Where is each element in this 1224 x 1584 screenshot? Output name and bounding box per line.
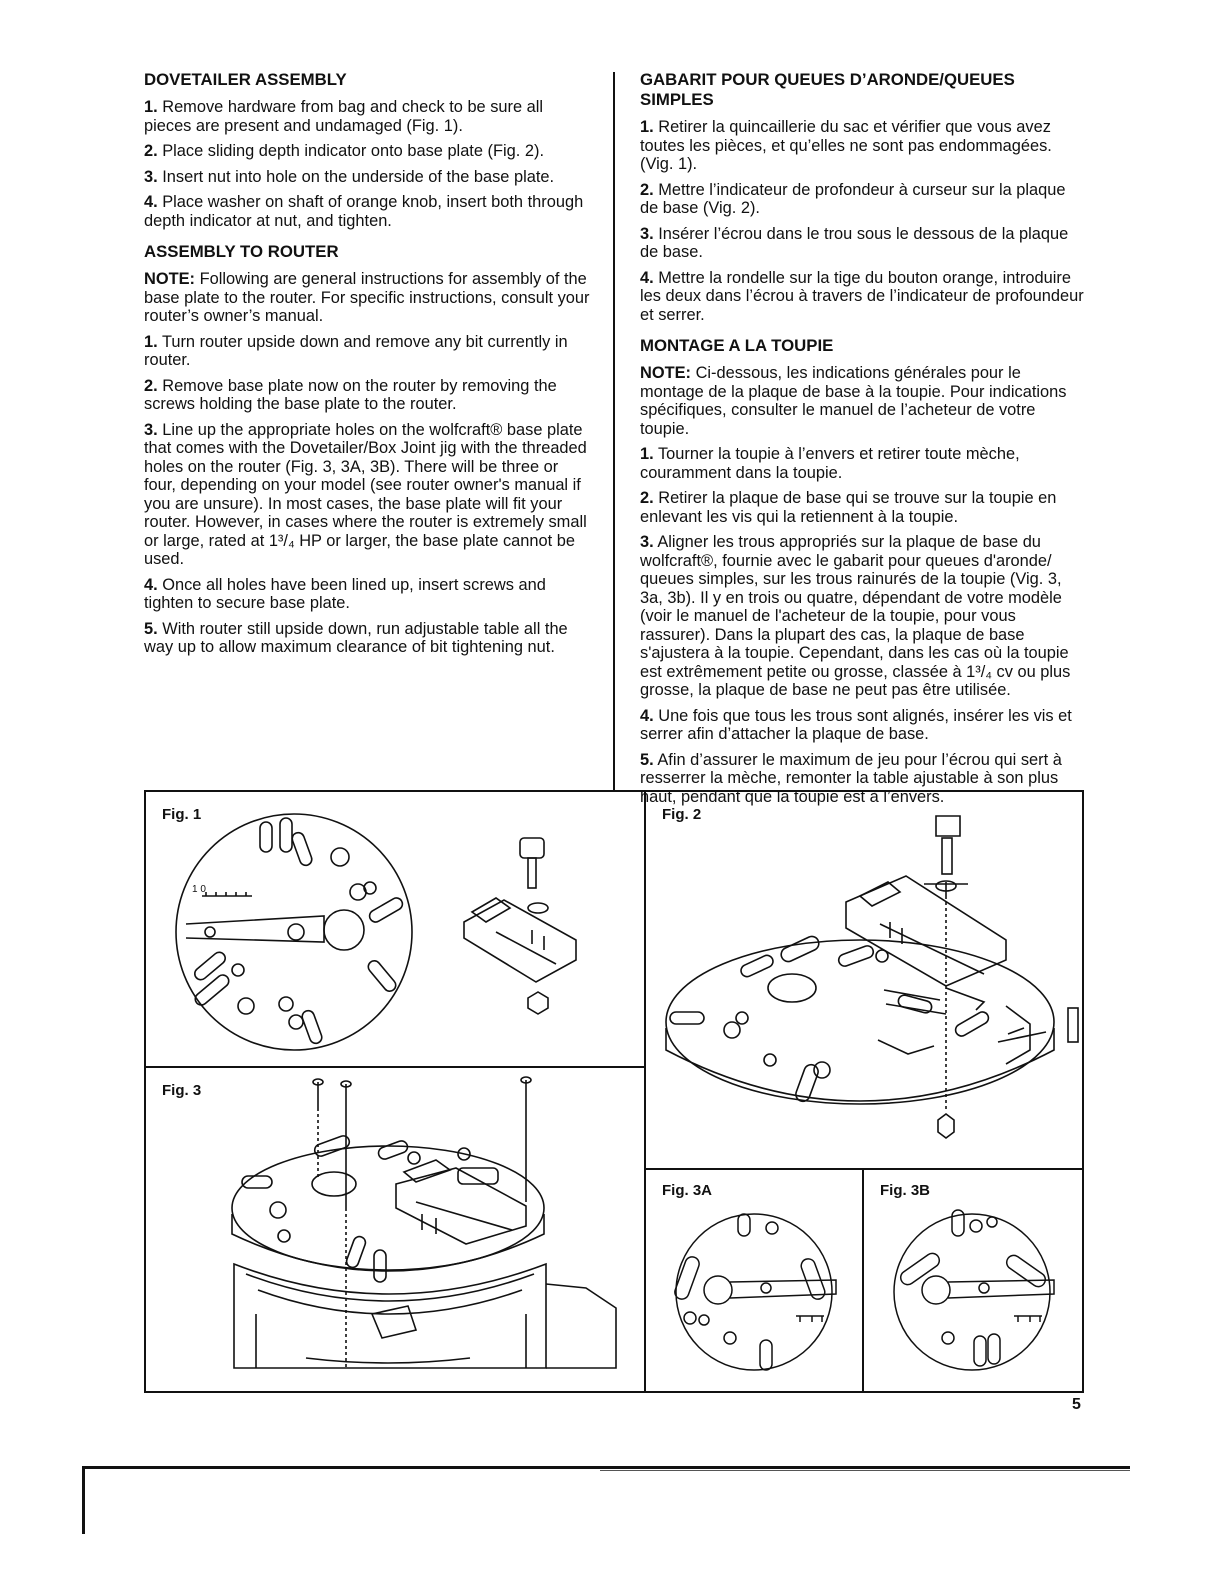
step-paragraph: 1. Turn router upside down and remove any bit currently in router. xyxy=(144,332,568,369)
base-plate-hole-pattern-b-illustration xyxy=(864,1170,1082,1391)
step-paragraph: 4. Mettre la rondelle sur la tige du bouton orange, introduire les deux dans l’écrou à travers de l’indicateur de profoundeur et serrer. xyxy=(640,268,1084,324)
step-paragraph: 2. Retirer la plaque de base qui se trouve sur la toupie en enlevant les vis qui la retiennent à la toupie. xyxy=(640,489,1057,526)
step-paragraph: 3. Aligner les trous appropriés sur la plaque de base du wolfcraft®, fournie avec le gabarit pour queues d'aronde/ queues simples, sur les trous rainurés de la toupie (Vig. 3, 3a, 3b). Il y en trois ou quatre, dépendant de votre modèle (voir le manuel de l'acheteur de la toupie, pour vous rassurer). Dans la plupart des cas, la plaque de base s'ajustera à la toupie. Cependant, dans les cas où la toupie est extrêmement petite ou grosse, classée à 1³/₄ cv ou plus grosse, la plaque de base ne peut pas être utilisée. xyxy=(640,533,1071,699)
footer-corner-rule xyxy=(82,1466,85,1534)
figure-3-label: Fig. 3 xyxy=(162,1082,202,1099)
step-paragraph: 4. Place washer on shaft of orange knob, insert both through depth indicator at nut, and tighten. xyxy=(144,193,584,230)
note-paragraph: NOTE: Following are general instructions for assembly of the base plate to the router. For specific instructions, consult your router’s owner’s manual. xyxy=(144,270,590,325)
figure-1-scale-text: 1 0 xyxy=(192,884,206,895)
section-heading-dovetailer-assembly: DOVETAILER ASSEMBLY xyxy=(144,70,347,89)
english-column xyxy=(144,70,590,664)
figure-1-panel xyxy=(146,792,646,1068)
note-paragraph: NOTE: Ci-dessous, les indications générales pour le montage de la plaque de base à la toupie. Pour indications spécifiques, consulter le manuel de l’acheteur de votre toupie. xyxy=(640,364,1067,438)
figure-2-label: Fig. 2 xyxy=(662,806,702,823)
figure-3-panel xyxy=(146,1068,646,1391)
step-paragraph: 1. Remove hardware from bag and check to be sure all pieces are present and undamaged (Fig. 1). xyxy=(144,98,544,135)
step-paragraph: 4. Une fois que tous les trous sont alignés, insérer les vis et serrer afin d’attacher la plaque de base. xyxy=(640,706,1072,743)
column-divider xyxy=(613,72,615,792)
figure-2-panel xyxy=(646,792,1082,1168)
page-number: 5 xyxy=(1072,1396,1081,1413)
step-paragraph: 2. Remove base plate now on the router by removing the screws holding the base plate to the router. xyxy=(144,376,557,413)
section-heading-gabarit: GABARIT POUR QUEUES D’ARONDE/QUEUES SIMPLES xyxy=(640,70,1015,109)
step-paragraph: 1. Tourner la toupie à l’envers et retirer toute mèche, couramment dans la toupie. xyxy=(640,445,1020,482)
section-heading-assembly-to-router: ASSEMBLY TO ROUTER xyxy=(144,242,339,261)
step-paragraph: 3. Insert nut into hole on the underside of the base plate. xyxy=(144,167,555,186)
figure-3a-label: Fig. 3A xyxy=(662,1182,713,1199)
step-paragraph: 1. Retirer la quincaillerie du sac et vérifier que vous avez toutes les pièces, et qu’elles ne sont pas endommagées. (Vig. 1). xyxy=(640,118,1052,173)
footer-rule xyxy=(82,1466,1130,1469)
section-heading-montage: MONTAGE A LA TOUPIE xyxy=(640,336,834,355)
router-base-plate-assembly-illustration xyxy=(146,1068,644,1389)
step-paragraph: 2. Mettre l’indicateur de profondeur à curseur sur la plaque de base (Vig. 2). xyxy=(640,180,1066,217)
step-paragraph: 3. Line up the appropriate holes on the wolfcraft® base plate that comes with the Dovetailer/Box Joint jig with the threaded holes on the router (Fig. 3, 3A, 3B). There will be three or four, depending on your model (see router owner's manual if you are unsure). In most cases, the base plate will fit your router. However, in cases where the router is extremely small or large, rated at 1³/₄ HP or larger, the base plate cannot be used. xyxy=(144,420,587,568)
step-paragraph: 5. Afin d’assurer le maximum de jeu pour l’écrou qui sert à resserrer la mèche, remonter la table ajustable à son plus haut, pendant que la toupie est à l’envers. xyxy=(640,750,1062,806)
step-paragraph: 2. Place sliding depth indicator onto base plate (Fig. 2). xyxy=(144,142,544,160)
base-plate-with-parts-illustration xyxy=(146,792,644,1066)
french-column xyxy=(640,70,1086,813)
step-paragraph: 5. With router still upside down, run adjustable table all the way up to allow maximum clearance of bit tightening nut. xyxy=(144,619,568,656)
step-paragraph: 3. Insérer l’écrou dans le trou sous le dessous de la plaque de base. xyxy=(640,224,1069,261)
depth-indicator-assembly-illustration xyxy=(646,792,1082,1168)
figure-1-label: Fig. 1 xyxy=(162,806,202,823)
step-paragraph: 4. Once all holes have been lined up, insert screws and tighten to secure base plate. xyxy=(144,575,546,612)
figure-3a-panel xyxy=(646,1168,864,1391)
footer-rule-thin xyxy=(600,1470,1130,1471)
base-plate-hole-pattern-a-illustration xyxy=(646,1170,862,1391)
figure-3b-label: Fig. 3B xyxy=(880,1182,931,1199)
figure-3b-panel xyxy=(864,1168,1082,1391)
figure-area xyxy=(144,790,1084,1393)
